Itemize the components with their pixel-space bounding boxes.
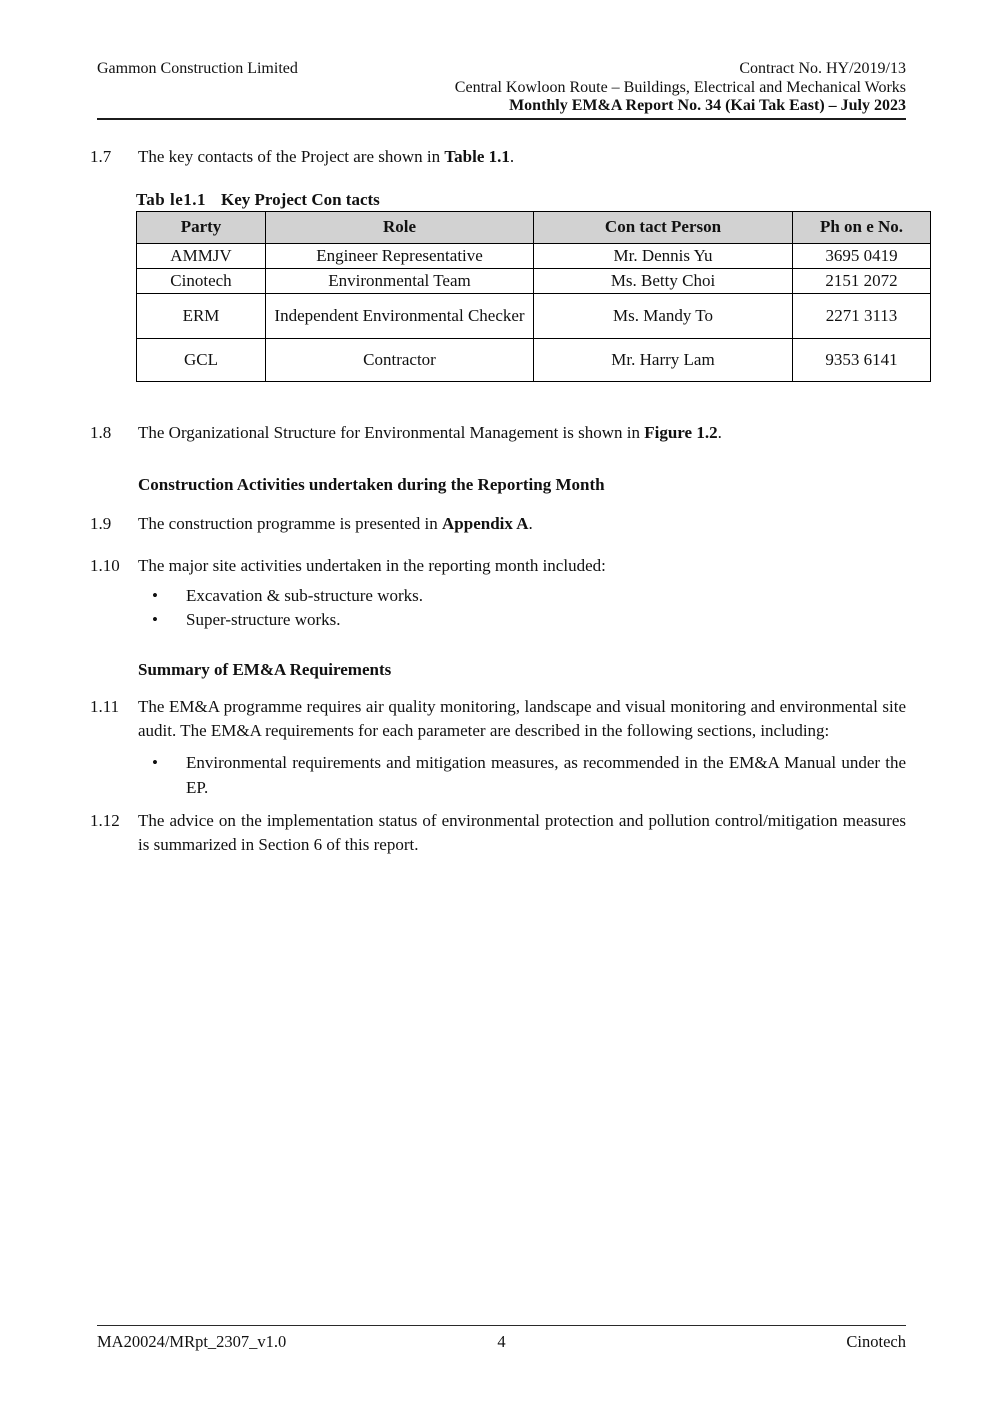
page-body (90, 135, 906, 856)
paragraph-number: 1.7 (90, 147, 112, 166)
cell-role: Environmental Team (266, 268, 534, 293)
bullet-icon (138, 608, 186, 633)
bullet-item (138, 584, 906, 609)
table-row-cinotech (137, 268, 931, 293)
bullet-item (138, 608, 906, 633)
paragraph-text (138, 512, 906, 536)
paragraph-1-7 (90, 145, 906, 169)
paragraph-text (138, 421, 906, 445)
bullet-icon (138, 584, 186, 609)
table-row-ammjv (137, 243, 931, 268)
document-reference: MA20024/MRpt_2307_v1.0 (97, 1332, 287, 1351)
cell-role: Contractor (266, 338, 534, 381)
bullet-list-site-activities (90, 584, 906, 633)
table-row-gcl (137, 338, 931, 381)
cell-phone: 3695 0419 (793, 243, 931, 268)
key-contacts-table (136, 211, 931, 382)
section-heading-summary-ema-requirements: Summary of EM&A Requirements (138, 659, 392, 679)
paragraph-text-segment: The key contacts of the Project are shown in (138, 147, 445, 166)
paragraph-text: The advice on the implementation status of environmental protection and pollution control/mitigation measures is summarized in Section 6 of this report. (138, 811, 906, 854)
paragraph-1-8 (90, 421, 906, 445)
appendix-reference: Appendix A (442, 513, 529, 533)
bullet-icon (138, 751, 186, 800)
paragraph-number: 1.10 (90, 556, 120, 575)
paragraph-1-10 (90, 554, 906, 578)
table-header-row (137, 211, 931, 243)
table-reference: Table 1.1 (444, 147, 510, 166)
table-caption (136, 190, 906, 210)
cell-role: Independent Environmental Checker (266, 293, 534, 338)
cell-role: Engineer Representative (266, 243, 534, 268)
table-header (137, 211, 931, 243)
organization-name: Cinotech (846, 1332, 906, 1351)
paragraph-text-segment: . (717, 422, 722, 442)
paragraph-1-11 (90, 695, 906, 742)
paragraph-text-segment: The construction programme is presented in (138, 513, 443, 533)
column-header-role: Role (266, 211, 534, 243)
paragraph-text-segment: . (528, 513, 533, 533)
paragraph-text-segment: . (509, 147, 515, 166)
table-caption-title: Key Project Con tacts (221, 189, 380, 209)
paragraph-text (138, 145, 906, 169)
page-number: 4 (497, 1332, 506, 1351)
paragraph-number: 1.9 (90, 513, 112, 533)
bullet-text: Environmental requirements and mitigation measures, as recommended in the EM&A Manual under the EP. (186, 753, 906, 797)
bullet-item-ema-manual (138, 751, 906, 800)
cell-phone: 2271 3113 (793, 293, 931, 338)
paragraph-1-12 (90, 809, 906, 856)
column-header-contact-person: Con tact Person (534, 211, 793, 243)
contract-number: Contract No. HY/2019/13 (739, 60, 906, 77)
cell-party: ERM (137, 293, 266, 338)
page-header (97, 60, 906, 120)
cell-contact: Mr. Harry Lam (534, 338, 793, 381)
cell-phone: 9353 6141 (793, 338, 931, 381)
paragraph-number: 1.12 (90, 811, 120, 830)
cell-party: Cinotech (137, 268, 266, 293)
bullet-text: Excavation & sub-structure works. (186, 585, 423, 605)
paragraph-number: 1.8 (90, 422, 112, 442)
project-title: Central Kowloon Route – Buildings, Electrical and Mechanical Works (454, 78, 906, 96)
cell-party: AMMJV (137, 243, 266, 268)
figure-reference: Figure 1.2 (644, 422, 718, 442)
cell-contact: Mr. Dennis Yu (534, 243, 793, 268)
paragraph-text: The EM&A programme requires air quality monitoring, landscape and visual monitoring and environmental site audit. The EM&A requirements for each parameter are described in the following sections, including: (138, 697, 906, 740)
paragraph-number: 1.11 (90, 697, 120, 716)
table-row-erm (137, 293, 931, 338)
column-header-party: Party (137, 211, 266, 243)
cell-contact: Ms. Betty Choi (534, 268, 793, 293)
bullet-text: Super-structure works. (186, 610, 341, 629)
paragraph-text: The major site activities undertaken in the reporting month included: (138, 556, 606, 575)
paragraph-1-9 (90, 512, 906, 536)
page-footer (97, 1325, 906, 1351)
company-name: Gammon Construction Limited (97, 60, 298, 77)
table-body (137, 243, 931, 381)
paragraph-text-segment: The Organizational Structure for Environmental Management is shown in (138, 422, 645, 442)
table-caption-label: Tab le1.1 (136, 189, 207, 209)
section-heading-construction-activities: Construction Activities undertaken during the Reporting Month (138, 475, 605, 494)
cell-party: GCL (137, 338, 266, 381)
cell-phone: 2151 2072 (793, 268, 931, 293)
cell-contact: Ms. Mandy To (534, 293, 793, 338)
column-header-phone-no: Ph on e No. (793, 211, 931, 243)
report-title: Monthly EM&A Report No. 34 (Kai Tak East) – July 2023 (509, 97, 906, 114)
